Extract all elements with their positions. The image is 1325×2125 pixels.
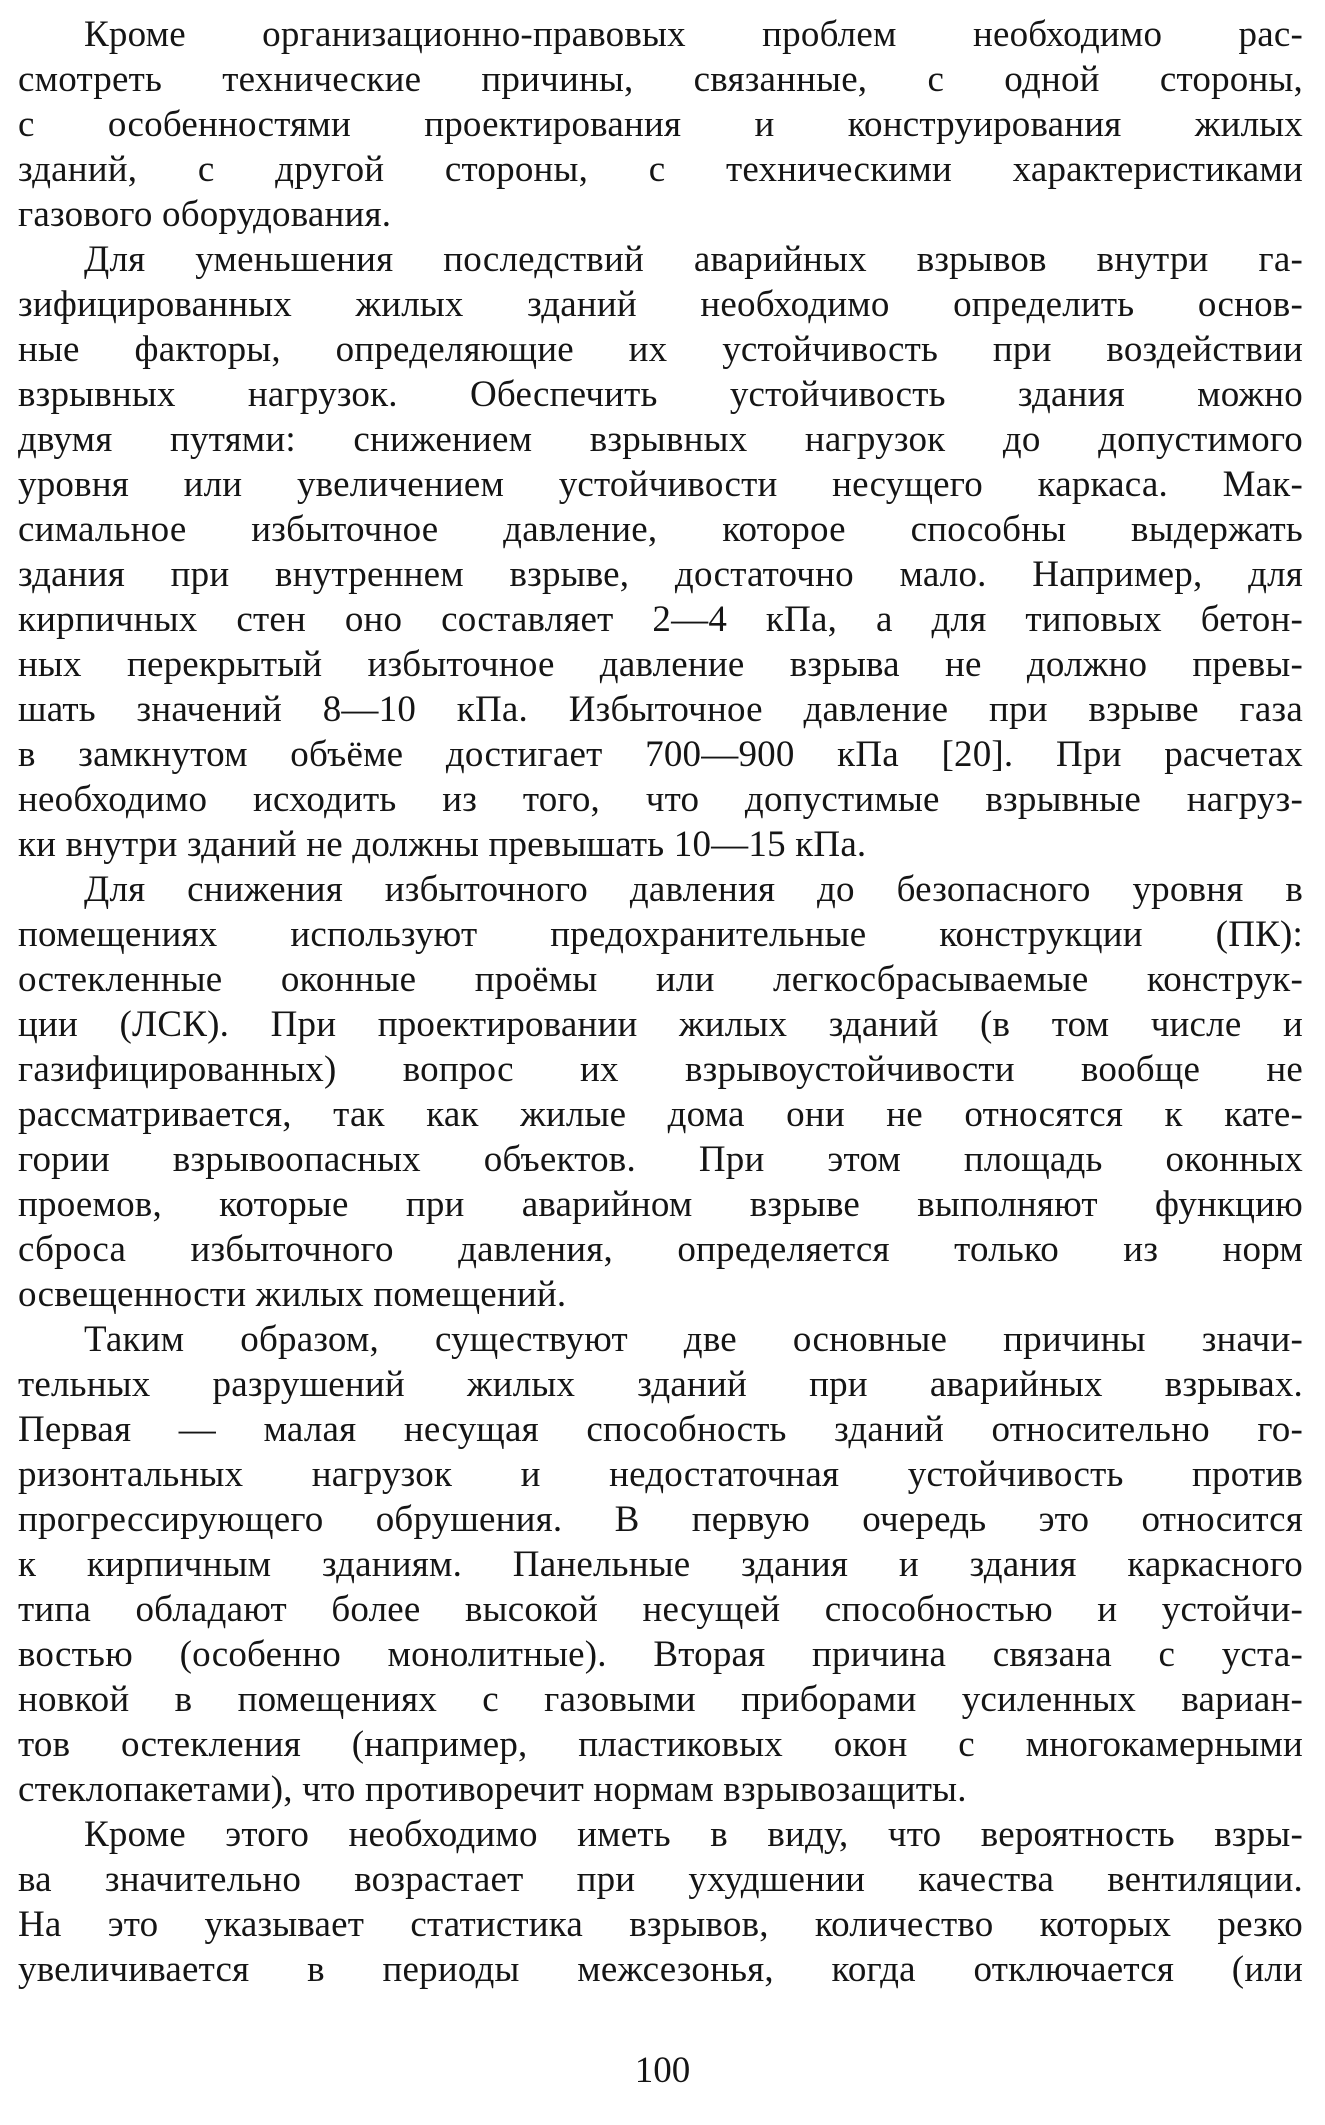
text-line: тельных разрушений жилых зданий при аварийных взрывах. xyxy=(18,1364,1303,1405)
text-line: двумя путями: снижением взрывных нагрузок до допустимого xyxy=(18,419,1303,460)
text-line: На это указывает статистика взрывов, количество которых резко xyxy=(18,1904,1303,1945)
text-line: газифицированных) вопрос их взрывоустойчивости вообще не xyxy=(18,1049,1303,1090)
paragraph xyxy=(18,12,1303,237)
text-line: с особенностями проектирования и конструирования жилых xyxy=(18,104,1303,145)
text-line: к кирпичным зданиям. Панельные здания и здания каркасного xyxy=(18,1544,1303,1585)
text-line: ризонтальных нагрузок и недостаточная устойчивость против xyxy=(18,1454,1303,1495)
text-line: стеклопакетами), что противоречит нормам взрывозащиты. xyxy=(18,1769,967,1810)
text-line: востью (особенно монолитные). Вторая причина связана с уста- xyxy=(18,1634,1303,1675)
text-line: взрывных нагрузок. Обеспечить устойчивость здания можно xyxy=(18,374,1303,415)
text-line: Первая — малая несущая способность зданий относительно го- xyxy=(18,1409,1303,1450)
text-line: ных перекрытый избыточное давление взрыва не должно превы- xyxy=(18,644,1303,685)
text-line: уровня или увеличением устойчивости несущего каркаса. Мак- xyxy=(18,464,1303,505)
text-line: симальное избыточное давление, которое способны выдержать xyxy=(18,509,1303,550)
text-line: ные факторы, определяющие их устойчивость при воздействии xyxy=(18,329,1303,370)
text-line: типа обладают более высокой несущей способностью и устойчи- xyxy=(18,1589,1303,1630)
text-line: проемов, которые при аварийном взрыве выполняют функцию xyxy=(18,1184,1303,1225)
text-line: сброса избыточного давления, определяется только из норм xyxy=(18,1229,1303,1270)
text-line: остекленные оконные проёмы или легкосбрасываемые конструк- xyxy=(18,959,1303,1000)
text-line: увеличивается в периоды межсезонья, когда отключается (или xyxy=(18,1949,1303,1990)
text-line: в замкнутом объёме достигает 700—900 кПа [20]. При расчетах xyxy=(18,734,1303,775)
text-line: шать значений 8—10 кПа. Избыточное давление при взрыве газа xyxy=(18,689,1303,730)
paragraph xyxy=(18,1317,1303,1812)
text-line: освещенности жилых помещений. xyxy=(18,1274,567,1315)
text-line: ки внутри зданий не должны превышать 10—15 кПа. xyxy=(18,824,867,865)
text-line: тов остекления (например, пластиковых окон с многокамерными xyxy=(18,1724,1303,1765)
text-line: Кроме организационно-правовых проблем необходимо рас- xyxy=(84,14,1303,55)
text-line: Для уменьшения последствий аварийных взрывов внутри га- xyxy=(84,239,1303,280)
text-line: зифицированных жилых зданий необходимо определить основ- xyxy=(18,284,1303,325)
text-block xyxy=(18,12,1303,1992)
text-line: смотреть технические причины, связанные, с одной стороны, xyxy=(18,59,1303,100)
text-line: ции (ЛСК). При проектировании жилых зданий (в том числе и xyxy=(18,1004,1303,1045)
page-number: 100 xyxy=(634,2050,691,2091)
text-line: зданий, с другой стороны, с техническими характеристиками xyxy=(18,149,1303,190)
text-line: гории взрывоопасных объектов. При этом площадь оконных xyxy=(18,1139,1303,1180)
text-line: Таким образом, существуют две основные причины значи- xyxy=(84,1319,1303,1360)
text-line: кирпичных стен оно составляет 2—4 кПа, а для типовых бетон- xyxy=(18,599,1303,640)
text-line: газового оборудования. xyxy=(18,194,392,235)
text-line: Для снижения избыточного давления до безопасного уровня в xyxy=(84,869,1303,910)
text-line: рассматривается, так как жилые дома они не относятся к кате- xyxy=(18,1094,1303,1135)
text-line: здания при внутреннем взрыве, достаточно мало. Например, для xyxy=(18,554,1303,595)
text-line: ва значительно возрастает при ухудшении качества вентиляции. xyxy=(18,1859,1303,1900)
text-line: новкой в помещениях с газовыми приборами усиленных вариан- xyxy=(18,1679,1303,1720)
text-line: прогрессирующего обрушения. В первую очередь это относится xyxy=(18,1499,1303,1540)
text-line: помещениях используют предохранительные конструкции (ПК): xyxy=(18,914,1303,955)
paragraph xyxy=(18,237,1303,867)
text-line: Кроме этого необходимо иметь в виду, что вероятность взры- xyxy=(84,1814,1303,1855)
text-line: необходимо исходить из того, что допустимые взрывные нагруз- xyxy=(18,779,1303,820)
paragraph xyxy=(18,1812,1303,1992)
paragraph xyxy=(18,867,1303,1317)
